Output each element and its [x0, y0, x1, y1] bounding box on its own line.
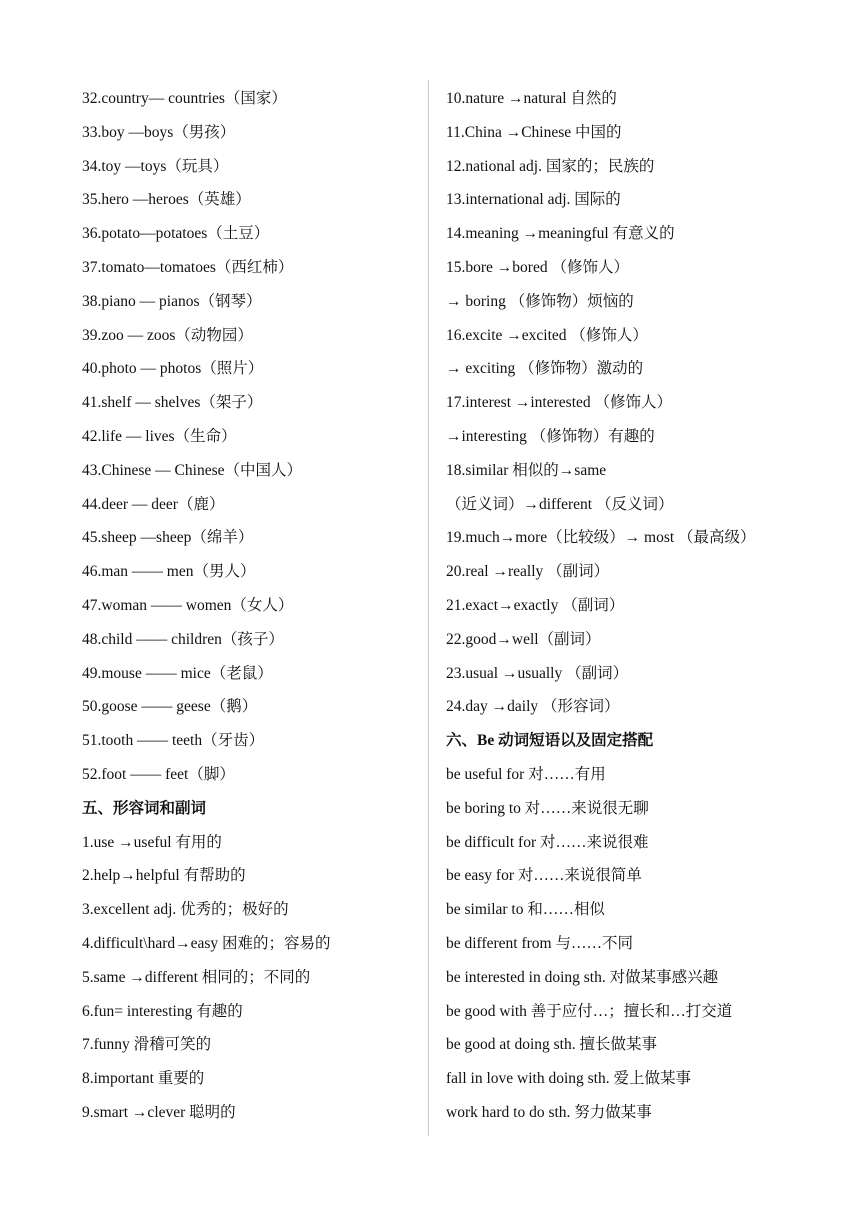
right-line: 12.national adj. 国家的；民族的 [446, 157, 655, 175]
column-divider [428, 80, 429, 1136]
left-line: 36.potato—potatoes（土豆） [82, 225, 270, 243]
right-line: be good with 善于应付…；擅长和…打交道 [446, 1002, 733, 1020]
left-line: 3.excellent adj. 优秀的；极好的 [82, 901, 289, 919]
left-section-heading: 五、形容词和副词 [82, 799, 207, 817]
right-line: 15.bore →bored （修饰人） [446, 258, 629, 276]
right-line: 19.much→more（比较级）→ most （最高级） [446, 529, 756, 547]
left-line: 44.deer — deer（鹿） [82, 495, 225, 513]
right-column [446, 82, 846, 1130]
left-line: 37.tomato—tomatoes（西红柿） [82, 258, 294, 276]
right-line: →interesting （修饰物）有趣的 [446, 427, 655, 445]
left-line: 9.smart →clever 聪明的 [82, 1103, 236, 1121]
left-column [82, 82, 422, 1130]
right-line: 13.international adj. 国际的 [446, 191, 621, 209]
right-line: 16.excite →excited （修饰人） [446, 326, 648, 344]
right-line: be boring to 对……来说很无聊 [446, 799, 649, 817]
right-line: be easy for 对……来说很简单 [446, 867, 642, 885]
right-line: be different from 与……不同 [446, 934, 633, 952]
right-line: be useful for 对……有用 [446, 765, 606, 783]
right-line: 24.day →daily （形容词） [446, 698, 620, 716]
left-line: 43.Chinese — Chinese（中国人） [82, 461, 302, 479]
left-line: 4.difficult\hard→easy 困难的；容易的 [82, 934, 331, 952]
left-line: 39.zoo — zoos（动物园） [82, 326, 253, 344]
right-line: 21.exact→exactly （副词） [446, 596, 625, 614]
right-line: 14.meaning →meaningful 有意义的 [446, 225, 675, 243]
right-line: fall in love with doing sth. 爱上做某事 [446, 1070, 691, 1088]
left-line: 34.toy —toys（玩具） [82, 157, 229, 175]
right-line: → exciting （修饰物）激动的 [446, 360, 644, 378]
left-line: 7.funny 滑稽可笑的 [82, 1036, 212, 1054]
right-line: 17.interest →interested （修饰人） [446, 394, 672, 412]
right-line: 22.good→well（副词） [446, 630, 601, 648]
left-line: 5.same →different 相同的；不同的 [82, 968, 311, 986]
left-line: 33.boy —boys（男孩） [82, 123, 236, 141]
left-line: 35.hero —heroes（英雄） [82, 191, 251, 209]
left-line: 40.photo — photos（照片） [82, 360, 264, 378]
left-line: 48.child —— children（孩子） [82, 630, 284, 648]
left-line: 49.mouse —— mice（老鼠） [82, 664, 273, 682]
left-line: 32.country— countries（国家） [82, 90, 287, 107]
right-line: （近义词）→different （反义词） [446, 495, 674, 513]
left-line: 42.life — lives（生命） [82, 427, 237, 445]
right-line: 10.nature →natural 自然的 [446, 90, 617, 107]
left-line: 45.sheep —sheep（绵羊） [82, 529, 254, 547]
right-line: be similar to 和……相似 [446, 901, 605, 919]
right-line: 23.usual →usually （副词） [446, 664, 629, 682]
left-line: 46.man —— men（男人） [82, 563, 256, 581]
right-section-heading: 六、Be 动词短语以及固定搭配 [446, 732, 654, 750]
left-line: 50.goose —— geese（鹅） [82, 698, 258, 716]
right-line: 20.real →really （副词） [446, 563, 610, 581]
left-line: 47.woman —— women（女人） [82, 596, 294, 614]
right-line: 18.similar 相似的→same [446, 461, 607, 479]
left-line: 51.tooth —— teeth（牙齿） [82, 732, 265, 750]
left-line: 6.fun= interesting 有趣的 [82, 1002, 243, 1020]
left-line: 8.important 重要的 [82, 1070, 205, 1088]
right-line: 11.China →Chinese 中国的 [446, 123, 622, 141]
left-line: 41.shelf — shelves（架子） [82, 394, 263, 412]
left-line: 38.piano — pianos（钢琴） [82, 292, 262, 310]
left-line: 2.help→helpful 有帮助的 [82, 867, 246, 885]
right-line: be interested in doing sth. 对做某事感兴趣 [446, 968, 719, 986]
right-line: be good at doing sth. 擅长做某事 [446, 1036, 657, 1054]
right-line: be difficult for 对……来说很难 [446, 833, 649, 851]
left-line: 1.use →useful 有用的 [82, 833, 222, 851]
right-line: work hard to do sth. 努力做某事 [446, 1103, 652, 1121]
right-line: → boring （修饰物）烦恼的 [446, 292, 634, 310]
left-line: 52.foot —— feet（脚） [82, 765, 235, 783]
